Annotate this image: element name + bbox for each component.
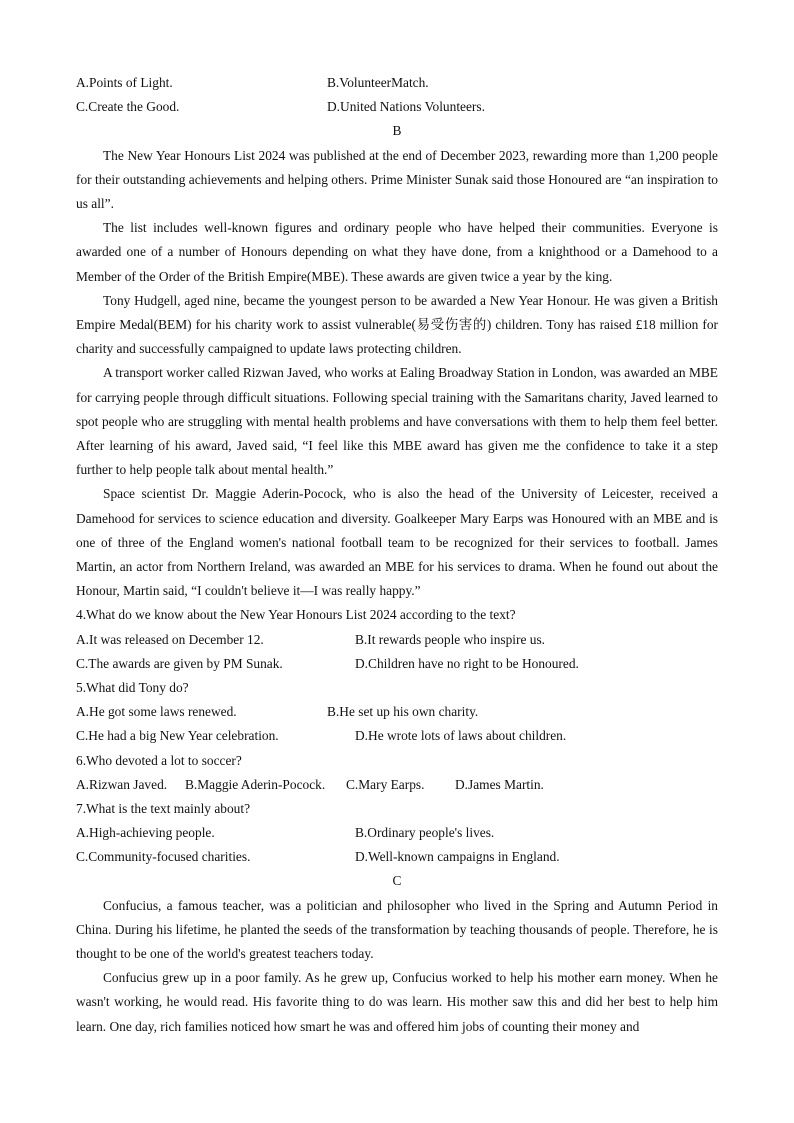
question-5-options-row-2 — [76, 724, 718, 748]
q6-option-a: A.Rizwan Javed. — [76, 776, 168, 792]
q7-option-b: B.Ordinary people's lives. — [355, 825, 495, 841]
exam-page — [76, 71, 718, 1039]
section-b-paragraph: A transport worker called Rizwan Javed, who works at Ealing Broadway Station in London, was awarded an MBE for carrying people through difficult situations. Following special training with the Samaritans charity, Javed learned to spot people who are struggling with mental health problems and have conversations with them to help them feel better. After learning of his award, Javed said, “I feel like this MBE award has given me the confidence to take it a step further to help people talk about mental health.” — [76, 365, 718, 478]
question-5-options-row-1 — [76, 700, 718, 724]
q6-option-c: C.Mary Earps. — [346, 776, 425, 792]
q7-option-d: D.Well-known campaigns in England. — [355, 849, 560, 865]
question-6-options-row — [76, 773, 718, 797]
q5-option-c: C.He had a big New Year celebration. — [76, 728, 279, 744]
options-row-2 — [76, 95, 718, 119]
options-row-1 — [76, 71, 718, 95]
q6-option-b: B.Maggie Aderin-Pocock. — [185, 776, 326, 792]
question-7-options-row-1 — [76, 821, 718, 845]
q4-option-c: C.The awards are given by PM Sunak. — [76, 655, 283, 671]
question-7-options-row-2 — [76, 845, 718, 869]
question-6-stem: 6.Who devoted a lot to soccer? — [76, 752, 242, 768]
section-b-paragraph: Space scientist Dr. Maggie Aderin-Pocock, who is also the head of the University of Leicester, received a Damehood for services to science education and diversity. Goalkeeper Mary Earps was Honoured with an MBE and is one of three of the England women's national football team to be recognized for their services to football. James Martin, an actor from Northern Ireland, was awarded an MBE for his services to drama. When he found out about the Honour, Martin said, “I couldn't believe it—I was really happy.” — [76, 486, 718, 599]
section-b-heading: B — [392, 123, 402, 139]
q7-option-a: A.High-achieving people. — [76, 825, 215, 841]
question-4-stem: 4.What do we know about the New Year Honours List 2024 according to the text? — [76, 607, 516, 623]
q5-option-d: D.He wrote lots of laws about children. — [355, 728, 567, 744]
question-4-options-row-2 — [76, 652, 718, 676]
section-b-paragraph: Tony Hudgell, aged nine, became the youngest person to be awarded a New Year Honour. He was given a British Empire Medal(BEM) for his charity work to assist vulnerable(易受伤害的) children. Tony has raised £18 million for charity and successfully campaigned to update laws protecting children. — [76, 292, 718, 357]
q5-option-b: B.He set up his own charity. — [327, 704, 479, 720]
option-b: B.VolunteerMatch. — [327, 75, 429, 90]
question-5-stem: 5.What did Tony do? — [76, 679, 189, 695]
q5-option-a: A.He got some laws renewed. — [76, 704, 237, 720]
section-b-paragraph: The New Year Honours List 2024 was published at the end of December 2023, rewarding more than 1,200 people for their outstanding achievements and helping others. Prime Minister Sunak said those Honoured are “an inspiration to us all”. — [76, 147, 718, 211]
q6-option-d: D.James Martin. — [455, 776, 544, 792]
option-c: C.Create the Good. — [76, 99, 180, 115]
section-c-paragraph: Confucius grew up in a poor family. As he grew up, Confucius worked to help his mother earn money. When he wasn't working, he would read. His favorite thing to do was learn. His mother saw this and did her best to help him learn. One day, rich families noticed how smart he was and offered him jobs of counting their money and — [76, 970, 718, 1034]
option-a: A.Points of Light. — [76, 75, 173, 90]
q4-option-d: D.Children have no right to be Honoured. — [355, 655, 579, 671]
option-d: D.United Nations Volunteers. — [327, 99, 485, 115]
section-b-paragraph: The list includes well-known figures and ordinary people who have helped their communities. Everyone is awarded one of a number of Honours depending on what they have done, from a knighthood or a Damehood to a Member of the Order of the British Empire(MBE). These awards are given twice a year by the king. — [76, 220, 718, 284]
q4-option-b: B.It rewards people who inspire us. — [355, 631, 546, 647]
question-4-options-row-1 — [76, 628, 718, 652]
section-c-paragraph: Confucius, a famous teacher, was a politician and philosopher who lived in the Spring and Autumn Period in China. During his lifetime, he planted the seeds of the transformation by teaching thousands of people. Therefore, he is thought to be one of the world's greatest teachers today. — [76, 897, 718, 962]
question-7-stem: 7.What is the text mainly about? — [76, 800, 251, 816]
section-c-heading: C — [392, 873, 402, 889]
q7-option-c: C.Community-focused charities. — [76, 849, 251, 865]
q4-option-a: A.It was released on December 12. — [76, 631, 264, 647]
